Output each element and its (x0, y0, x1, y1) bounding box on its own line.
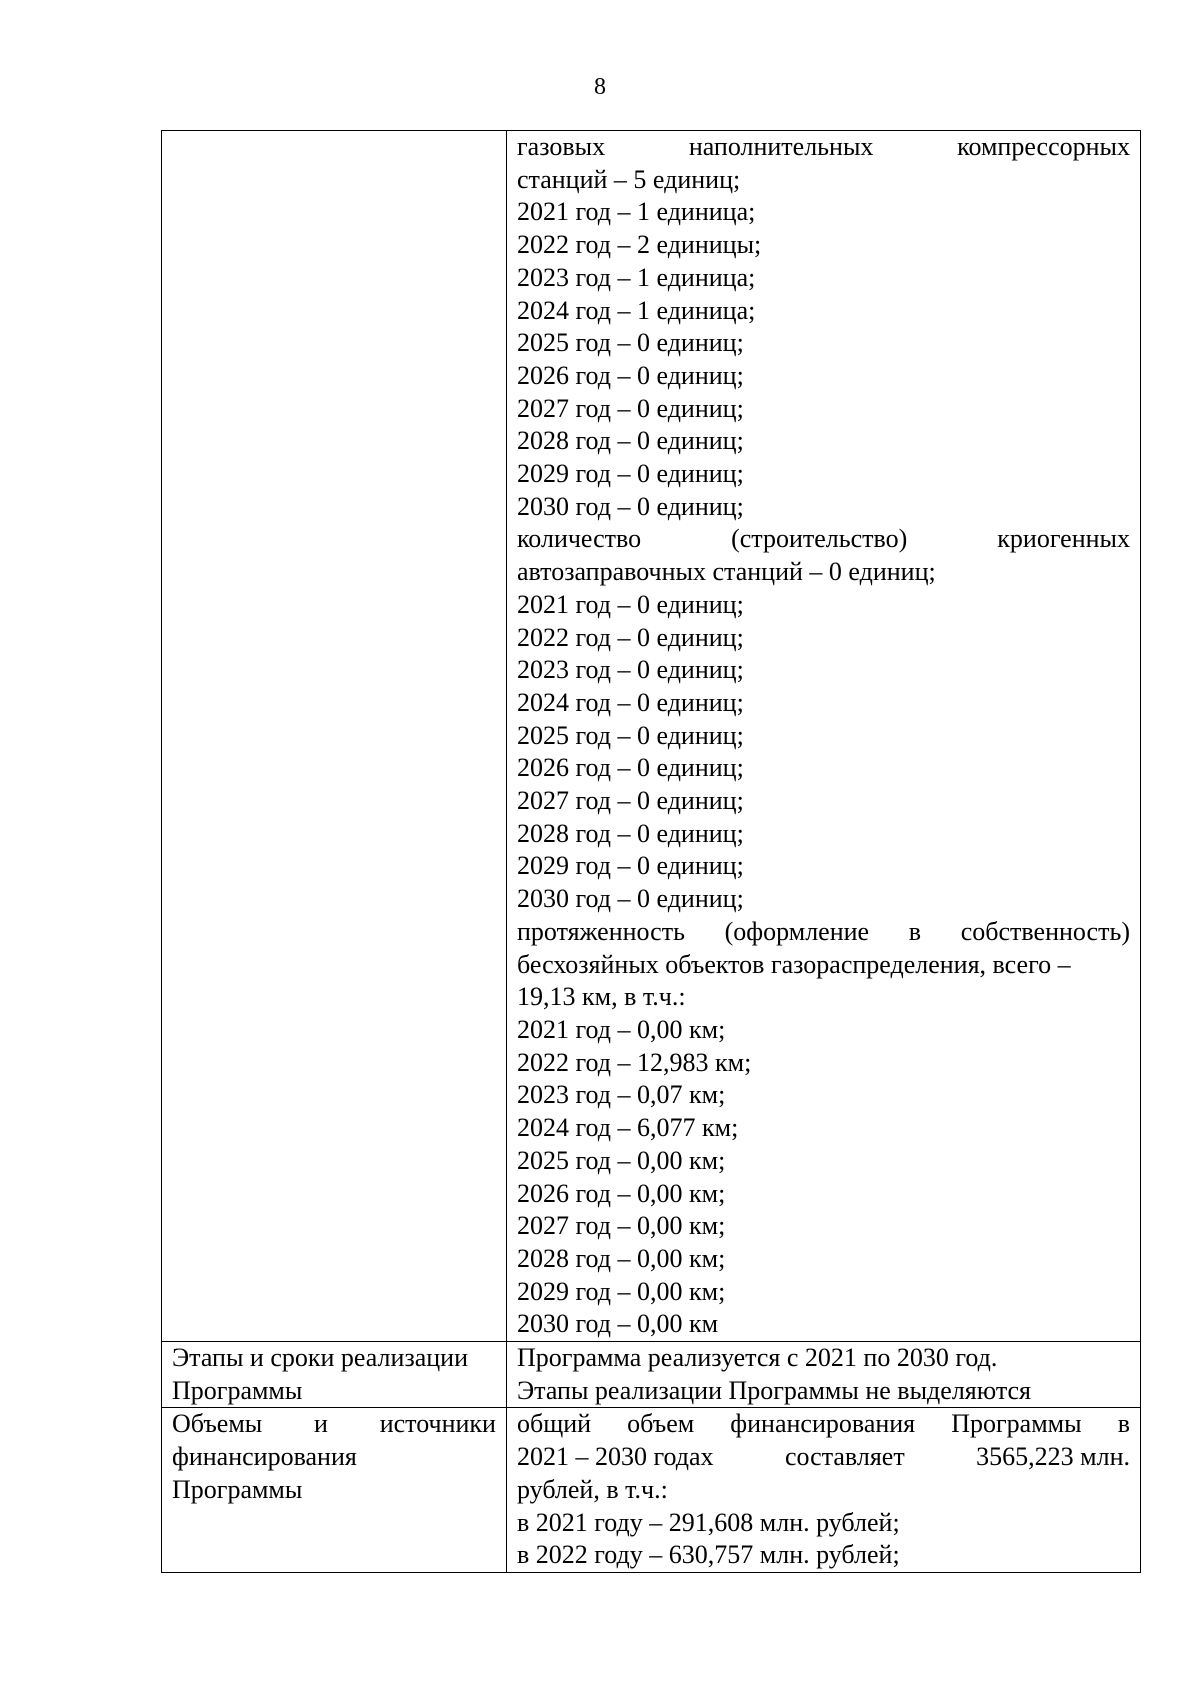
word: источники (379, 1409, 496, 1439)
funding-value-line5: в 2022 году – 630,757 млн. рублей; (517, 1540, 900, 1570)
cryo-year-line: 2028 год – 0 единиц; (517, 818, 744, 848)
table-row (162, 131, 1141, 1342)
word: в (908, 916, 922, 946)
word: общий (517, 1409, 592, 1439)
row3-right-cell (507, 1408, 1141, 1573)
row3-left-cell (162, 1408, 507, 1573)
stages-value-line1: Программа реализуется с 2021 по 2030 год. (517, 1343, 998, 1373)
cryo-year-line: 2029 год – 0 единиц; (517, 851, 744, 881)
table-row (162, 1342, 1141, 1408)
length-heading-line1 (517, 916, 1130, 949)
funding-value-line4: в 2021 году – 291,608 млн. рублей; (517, 1507, 900, 1537)
stages-label-line2: Программы (172, 1375, 303, 1405)
length-year-line: 2021 год – 0,00 км; (517, 1014, 726, 1044)
length-heading-line3: 19,13 км, в т.ч.: (517, 982, 686, 1012)
cryo-year-line: 2025 год – 0 единиц; (517, 720, 744, 750)
word: наполнительных (688, 132, 874, 161)
word: составляет (784, 1442, 905, 1472)
funding-value-line2 (517, 1441, 1130, 1474)
length-year-line: 2023 год – 0,07 км; (517, 1080, 726, 1110)
cryo-year-line: 2023 год – 0 единиц; (517, 655, 744, 685)
stages-label-line1: Этапы и сроки реализации (172, 1343, 468, 1373)
gas-year-line: 2024 год – 1 единица; (517, 295, 756, 325)
length-year-line: 2026 год – 0,00 км; (517, 1178, 726, 1208)
cryo-year-line: 2022 год – 0 единиц; (517, 622, 744, 652)
cryo-stations-heading-line2: автозаправочных станций – 0 единиц; (517, 557, 936, 587)
funding-value-line1 (517, 1408, 1130, 1441)
row1-right-cell (507, 131, 1141, 1342)
row2-left-cell (162, 1342, 507, 1408)
length-heading-line2: бесхозяйных объектов газораспределения, всего – (517, 949, 1071, 979)
gas-stations-heading-line1 (517, 131, 1130, 164)
cryo-year-line: 2027 год – 0 единиц; (517, 786, 744, 816)
cryo-year-line: 2026 год – 0 единиц; (517, 753, 744, 783)
funding-label-line1 (172, 1408, 496, 1441)
word: 3565,223 млн. (976, 1442, 1130, 1472)
gas-year-line: 2025 год – 0 единиц; (517, 328, 744, 358)
word: Объемы (172, 1409, 263, 1439)
length-year-line: 2029 год – 0,00 км; (517, 1276, 726, 1306)
funding-value-line3: рублей, в т.ч.: (517, 1474, 668, 1504)
gas-year-line: 2026 год – 0 единиц; (517, 360, 744, 390)
word: собственность) (960, 916, 1130, 946)
program-passport-table (161, 130, 1141, 1573)
length-year-line: 2030 год – 0,00 км (517, 1309, 719, 1339)
word: количество (517, 524, 642, 554)
word: (оформление (724, 916, 870, 946)
length-year-line: 2028 год – 0,00 км; (517, 1243, 726, 1273)
word: протяженность (517, 916, 685, 946)
cryo-year-line: 2030 год – 0 единиц; (517, 884, 744, 914)
word: газовых (517, 132, 606, 161)
gas-year-line: 2028 год – 0 единиц; (517, 426, 744, 456)
funding-label-line3: Программы (172, 1474, 303, 1504)
word: компрессорных (957, 132, 1130, 161)
gas-year-line: 2022 год – 2 единицы; (517, 230, 762, 260)
gas-year-line: 2027 год – 0 единиц; (517, 393, 744, 423)
word: в (1117, 1409, 1130, 1439)
gas-year-line: 2030 год – 0 единиц; (517, 491, 744, 521)
word: объем (627, 1409, 695, 1439)
row2-right-cell (507, 1342, 1141, 1408)
word: 2021 – 2030 годах (517, 1442, 714, 1472)
stages-value-line2: Этапы реализации Программы не выделяются (517, 1375, 1032, 1405)
word: (строительство) (731, 524, 908, 554)
cryo-year-line: 2021 год – 0 единиц; (517, 589, 744, 619)
length-year-line: 2025 год – 0,00 км; (517, 1145, 726, 1175)
word: финансирования (730, 1409, 916, 1439)
cryo-stations-heading-line1 (517, 523, 1130, 556)
gas-year-line: 2021 год – 1 единица; (517, 197, 756, 227)
row1-left-cell (162, 131, 507, 1342)
table-row (162, 1408, 1141, 1573)
page-number: 8 (594, 74, 606, 100)
gas-stations-heading-line2: станций – 5 единиц; (517, 164, 741, 194)
length-year-line: 2022 год – 12,983 км; (517, 1047, 752, 1077)
word: Программы (951, 1409, 1082, 1439)
gas-year-line: 2023 год – 1 единица; (517, 262, 756, 292)
gas-year-line: 2029 год – 0 единиц; (517, 459, 744, 489)
word: криогенных (997, 524, 1130, 554)
length-year-line: 2027 год – 0,00 км; (517, 1211, 726, 1241)
length-year-line: 2024 год – 6,077 км; (517, 1113, 739, 1143)
word: и (314, 1409, 328, 1439)
funding-label-line2: финансирования (172, 1442, 357, 1472)
cryo-year-line: 2024 год – 0 единиц; (517, 687, 744, 717)
